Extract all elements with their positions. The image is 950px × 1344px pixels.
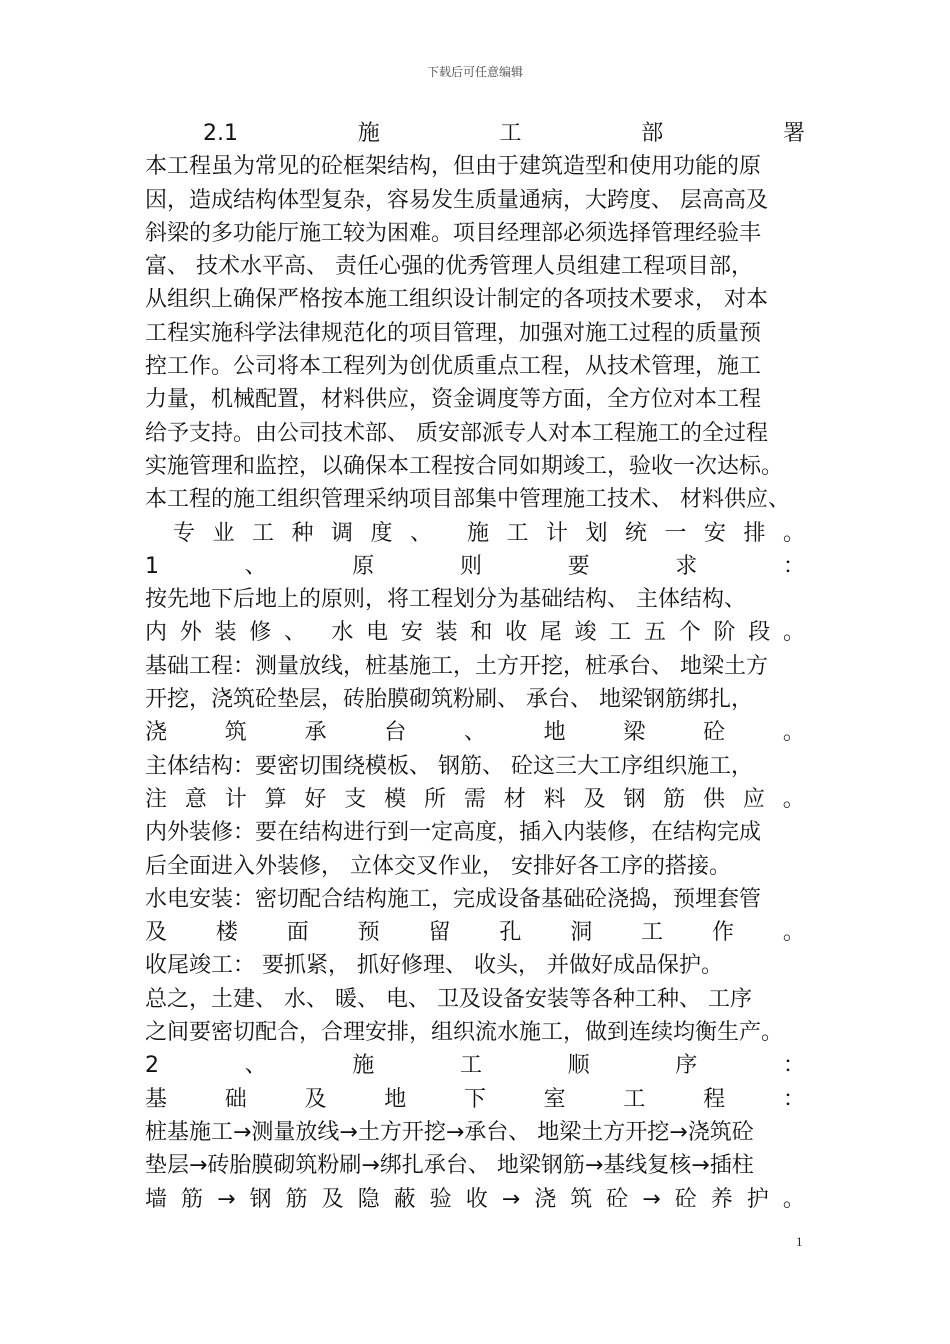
- text-line: 总之，土建、 水、 暖、 电、 卫及设备安装等各种工种、 工序: [145, 986, 752, 1012]
- text-segment: 施: [352, 1053, 375, 1079]
- text-segment: 工: [499, 121, 522, 146]
- text-line: 基础工程：测量放线，桩基施工，土方开挖，桩承台、 地梁土方: [145, 653, 768, 679]
- text-line: [145, 517, 805, 550]
- text-segment: 装: [214, 620, 237, 646]
- text-segment: 浇: [534, 1186, 557, 1212]
- text-line: 实施管理和监控，以确保本工程按合同如期竣工，验收一次达标。: [145, 453, 784, 479]
- text-segment: 应: [742, 786, 765, 812]
- text-segment: 及: [321, 1186, 344, 1212]
- text-segment: 度: [370, 520, 393, 546]
- text-segment: 调: [331, 520, 354, 546]
- text-segment: 。: [782, 786, 805, 812]
- text-segment: 求: [675, 553, 698, 579]
- text-segment: 面: [286, 920, 309, 946]
- text-segment: 安: [400, 620, 423, 646]
- text-segment: 楼: [215, 920, 238, 946]
- text-segment: 专: [173, 520, 196, 546]
- text-line: 水电安装：密切配合结构施工，完成设备基础砼浇捣，预埋套管: [145, 886, 762, 912]
- text-segment: 。: [782, 920, 805, 946]
- text-segment: ：: [782, 1086, 805, 1112]
- text-segment: 工: [459, 1053, 482, 1079]
- text-segment: 业: [212, 520, 235, 546]
- text-segment: 浇: [145, 720, 168, 746]
- text-segment: 内: [145, 620, 168, 646]
- text-segment: 工: [623, 1086, 646, 1112]
- text-segment: 砼: [606, 1186, 629, 1212]
- text-segment: 装: [435, 620, 458, 646]
- text-line: 后全面进入外装修， 立体交叉作业， 安排好各工序的搭接。: [145, 853, 731, 879]
- text-segment: 护: [746, 1186, 769, 1212]
- text-segment: 所: [424, 786, 447, 812]
- text-segment: 施: [466, 520, 489, 546]
- text-segment: 程: [703, 1086, 726, 1112]
- text-segment: 砼: [703, 720, 726, 746]
- text-segment: 筑: [224, 720, 247, 746]
- text-segment: 地: [543, 720, 566, 746]
- text-segment: 原: [352, 553, 375, 579]
- text-segment: 梁: [623, 720, 646, 746]
- text-line: [145, 1183, 805, 1216]
- text-segment: 、: [244, 1053, 267, 1079]
- text-segment: 料: [543, 786, 566, 812]
- text-line: [145, 616, 805, 649]
- text-segment: 署: [782, 121, 805, 146]
- text-segment: 外: [179, 620, 202, 646]
- text-segment: 留: [428, 920, 451, 946]
- text-segment: 顺: [567, 1053, 590, 1079]
- text-segment: 2.1: [203, 121, 238, 146]
- text-segment: 。: [782, 720, 805, 746]
- text-segment: 地: [384, 1086, 407, 1112]
- text-line: 开挖，浇筑砼垫层，砖胎膜砌筑粉刷、 承台、 地梁钢筋绑扎，: [145, 687, 753, 713]
- text-segment: 尾: [539, 620, 562, 646]
- text-segment: 养: [710, 1186, 733, 1212]
- text-line: 从组织上确保严格按本施工组织设计制定的各项技术要求， 对本: [145, 287, 768, 313]
- text-segment: 、: [410, 520, 433, 546]
- text-segment: 一: [664, 520, 687, 546]
- text-line: 本工程的施工组织管理采纳项目部集中管理施工技术、 材料供应、: [145, 487, 790, 513]
- text-segment: 需: [463, 786, 486, 812]
- text-segment: 隐: [357, 1186, 380, 1212]
- text-segment: 五: [644, 620, 667, 646]
- text-segment: 钢: [623, 786, 646, 812]
- text-segment: →: [217, 1186, 236, 1212]
- text-segment: 墙: [145, 1186, 168, 1212]
- text-segment: 收: [505, 620, 528, 646]
- text-segment: 统: [624, 520, 647, 546]
- page-number: 1: [796, 1234, 803, 1249]
- text-line: [145, 783, 805, 816]
- header-note: 下载后可任意编辑: [426, 65, 523, 79]
- text-segment: 水: [331, 620, 354, 646]
- text-segment: 蔽: [393, 1186, 416, 1212]
- text-segment: 和: [470, 620, 493, 646]
- text-line: 富、 技术水平高、 责任心强的优秀管理人员组建工程项目部，: [145, 254, 753, 280]
- text-line: 控工作。公司将本工程列为创优质重点工程，从技术管理，施工: [145, 354, 762, 380]
- text-line: 桩基施工→测量放线→土方开挖→承台、 地梁土方开挖→浇筑砼: [145, 1119, 754, 1145]
- text-line: 主体结构：要密切围绕模板、 钢筋、 砼这三大工序组织施工，: [145, 753, 753, 779]
- text-line: [145, 1049, 805, 1082]
- document-body: [145, 117, 805, 1216]
- text-segment: 作: [712, 920, 735, 946]
- text-segment: 阶: [713, 620, 736, 646]
- text-segment: 则: [459, 553, 482, 579]
- text-segment: 筋: [181, 1186, 204, 1212]
- text-line: [145, 550, 805, 583]
- text-line: 工程实施科学法律规范化的项目管理，加强对施工过程的质量预: [145, 320, 762, 346]
- text-segment: 室: [543, 1086, 566, 1112]
- text-line: 因，造成结构体型复杂，容易发生质量通病，大跨度、 层高高及: [145, 187, 768, 213]
- text-segment: 1: [145, 553, 159, 579]
- text-segment: 预: [357, 920, 380, 946]
- text-segment: 承: [304, 720, 327, 746]
- text-line: 斜梁的多功能厅施工较为困难。项目经理部必须选择管理经验丰: [145, 220, 762, 246]
- text-segment: ：: [782, 553, 805, 579]
- text-segment: 及: [304, 1086, 327, 1112]
- text-segment: 要: [567, 553, 590, 579]
- text-segment: →: [642, 1186, 661, 1212]
- text-segment: 支: [344, 786, 367, 812]
- text-segment: 砼: [674, 1186, 697, 1212]
- text-segment: 划: [585, 520, 608, 546]
- text-segment: 段: [748, 620, 771, 646]
- text-segment: 2: [145, 1053, 159, 1079]
- text-segment: 、: [463, 720, 486, 746]
- text-segment: 供: [703, 786, 726, 812]
- text-segment: 序: [675, 1053, 698, 1079]
- text-segment: 好: [304, 786, 327, 812]
- text-segment: 验: [429, 1186, 452, 1212]
- text-segment: 。: [782, 620, 805, 646]
- text-segment: 工: [252, 520, 275, 546]
- text-segment: 台: [384, 720, 407, 746]
- text-segment: →: [501, 1186, 521, 1212]
- text-segment: 种: [291, 520, 314, 546]
- text-segment: 收: [465, 1186, 488, 1212]
- text-segment: 部: [641, 121, 664, 146]
- text-segment: 、: [244, 553, 267, 579]
- text-segment: 筋: [663, 786, 686, 812]
- text-segment: 个: [678, 620, 701, 646]
- text-segment: 材: [503, 786, 526, 812]
- text-segment: 工: [641, 920, 664, 946]
- text-line: 按先地下后地上的原则，将工程划分为基础结构、 主体结构、: [145, 587, 746, 613]
- text-segment: 修: [249, 620, 272, 646]
- text-segment: 安: [703, 520, 726, 546]
- text-line: 收尾竣工： 要抓紧， 抓好修理、 收头， 并做好成品保护。: [145, 953, 723, 979]
- text-segment: 基: [145, 1086, 168, 1112]
- text-segment: 、: [283, 620, 306, 646]
- text-segment: 竣: [574, 620, 597, 646]
- text-segment: 计: [545, 520, 568, 546]
- text-line: [145, 1083, 805, 1116]
- text-segment: 排: [743, 520, 766, 546]
- text-segment: 意: [184, 786, 207, 812]
- text-line: 给予支持。由公司技术部、 质安部派专人对本工程施工的全过程: [145, 420, 768, 446]
- text-line: 之间要密切配合，合理安排，组织流水施工，做到连续均衡生产。: [145, 1020, 784, 1046]
- text-line: 内外装修：要在结构进行到一定高度，插入内装修，在结构完成: [145, 820, 762, 846]
- text-segment: 工: [506, 520, 529, 546]
- text-line: 垫层→砖胎膜砌筑粉刷→绑扎承台、 地梁钢筋→基线复核→插柱: [145, 1153, 754, 1179]
- text-segment: 筋: [285, 1186, 308, 1212]
- text-segment: 工: [609, 620, 632, 646]
- text-line: 力量，机械配置，材料供应，资金调度等方面，全方位对本工程: [145, 387, 762, 413]
- text-segment: 算: [264, 786, 287, 812]
- text-line: [145, 716, 805, 749]
- text-segment: ：: [782, 1053, 805, 1079]
- text-segment: 洞: [570, 920, 593, 946]
- text-segment: 模: [384, 786, 407, 812]
- text-segment: 。: [782, 1186, 805, 1212]
- text-segment: 注: [145, 786, 168, 812]
- text-segment: 筑: [570, 1186, 593, 1212]
- text-line: [145, 916, 805, 949]
- text-segment: 及: [583, 786, 606, 812]
- text-segment: 孔: [499, 920, 522, 946]
- text-segment: 础: [224, 1086, 247, 1112]
- text-segment: 计: [224, 786, 247, 812]
- text-segment: 。: [782, 520, 805, 546]
- text-segment: 施: [357, 121, 380, 146]
- text-segment: 电: [366, 620, 389, 646]
- text-line: 本工程虽为常见的砼框架结构，但由于建筑造型和使用功能的原: [145, 154, 762, 180]
- text-segment: 下: [463, 1086, 486, 1112]
- text-segment: 及: [145, 920, 168, 946]
- text-segment: 钢: [249, 1186, 272, 1212]
- text-line: [145, 117, 805, 150]
